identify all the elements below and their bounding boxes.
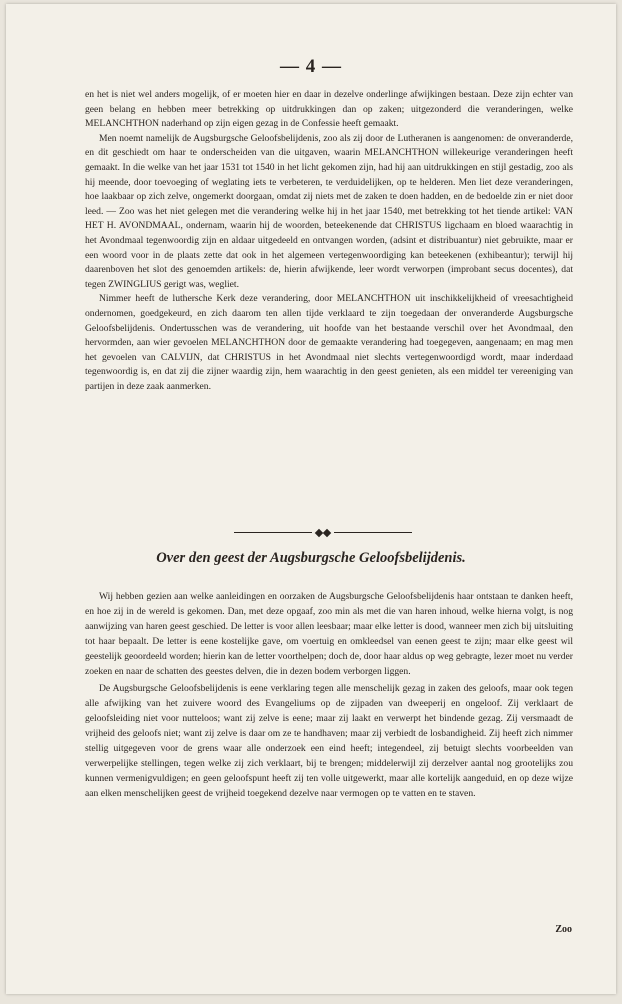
- paragraph-lutheran-church: Nimmer heeft de luthersche Kerk deze verandering, door MELANCHTHON uit inschikkelijkheid of vreesachtigheid ondernomen, goedgekeurd, en zich daarom ten allen tijde verklaard te zijn toegedaan der onveranderde Augsburgsche Geloofsbelijdenis. Ondertusschen was de verandering, uit hoofde van het bestaande verschil over het Avondmaal, den hervormden, aan wier gevoelen MELANCHTHON door de gemaakte verandering had toegegeven, aangenaam; en mag men het gevoelen van CALVIJN, dat CHRISTUS in het Avondmaal niet slechts vertegenwoordigd wordt, maar inderdaad tegenwoordig is, en dat zij die zijner waardig zijn, hem waarachtig in den geest genieten, als een middel ter vereeniging van partijen in deze zaak aanmerken.: [85, 293, 573, 392]
- catchword: Zoo: [555, 924, 572, 935]
- paragraph-spirit-intro: Wij hebben gezien aan welke aanleidingen en oorzaken de Augsburgsche Geloofsbelijdenis haar ontstaan te danken heeft, en hoe zij in de wereld is gekomen. Dan, met deze opgaaf, zoo min als met die van haren inhoud, welke hierna volgt, is nog aanwijzing van haren geest geschied. De letter is voor allen leesbaar; maar elke letter is dood, wanneer men zich bij uitsluiting tot haar bepaalt. De letter is eene kostelijke gave, om voertuig en omkleedsel van eenen geest te zijn; maar elke geest wil geestelijk geoordeeld worden; hierin kan de letter voorthelpen; doch de, door haar aldus op weg gebragte, lezer moet nu verder zoeken en naar de schatten des geestes delven, die in dezen bodem verborgen liggen.: [85, 591, 573, 677]
- book-page: [6, 4, 616, 994]
- page-number: — 4 —: [280, 56, 342, 77]
- body-text: [85, 88, 573, 394]
- paragraph-unaltered-confession: Men noemt namelijk de Augsburgsche Geloofsbelijdenis, zoo als zij door de Lutheranen is aangenomen: de onveranderde, en dit geschiedt om haar te onderscheiden van die uitgaven, waarin MELANCHTHON willekeurige veranderingen heeft gemaakt. In die welke van het jaar 1531 tot 1540 in het licht gekomen zijn, had hij aan uitdrukkingen en stijl gestadig, zoo als hij meende, door toevoeging of weglating iets te verbeteren, te verduidelijken, op te helderen. Men liet deze veranderingen, hoe laakbaar op zich zelve, ongemerkt doorgaan, omdat zij niets met de zaken te doen hadden, en de bedoelde zin er niet door leed. — Zoo was het niet gelegen met die verandering welke hij in het jaar 1540, met betrekking tot het tiende artikel: VAN HET H. AVONDMAAL, ondernam, waarin hij de woorden, beteekenende dat CHRISTUS ligchaam en bloed waarachtig in het Avondmaal tegenwoordig zijn en aldaar uitgedeeld en ontvangen worden, (adsint et distribuantur) niet gebruikte, maar er een woord voor in de plaats zette dat ook in het algemeen vertegenwoordiging kan beteekenen (exhibeantur); terwijl hij daarenboven het slot des genoemden artikels: de, hierin afwijkende, leer wordt verworpen (improbant secus docentes), dat tegen ZWINGLIUS gerigt was, wegliet.: [85, 132, 573, 290]
- paragraph-continuation: en het is niet wel anders mogelijk, of er moeten hier en daar in dezelve onderlinge afwijkingen bestaan. Deze zijn echter van geen belang en hebben meer betrekking op uitdrukkingen dan op zaken; uitgezonderd die veranderingen, welke MELANCHTHON naderhand op zijn eigen gezag in de Confessie heeft gemaakt.: [85, 89, 573, 130]
- section-title: Over den geest der Augsburgsche Geloofsbelijdenis.: [156, 550, 466, 566]
- section-text: [85, 589, 573, 803]
- section-divider: [234, 529, 412, 537]
- paragraph-declaration: De Augsburgsche Geloofsbelijdenis is eene verklaring tegen alle menschelijk gezag in zaken des geloofs, maar ook tegen alle afwijking van het zuivere woord des Evangeliums op de zijpaden van dweeperij en ongeloof. Zij verklaart de geloofsleiding niet voor nutteloos; want zij zelve is eene; maar zij laakt en verwerpt het bindende gezag. Zij versmaadt de vrijheid des geloofs niet; want zij zelve is daar om ze te handhaven; maar zij verbiedt de losbandigheid. Zij heeft zich nimmer stellig uitgegeven voor de grens waar alle onderzoek een eind heeft; integendeel, zij betuigt slechts voorbeelden van verwerpelijke stellingen, tegen welke zij zich verklaart, bij te brengen; middelerwijl zij derzelver aantal nog grootelijks zou kunnen vermenigvuldigen; en geen geloofspunt heeft zij ten volle uitgewerkt, maar alle kortelijk aangeduid, en op deze wijze aan elken menschelijken geest de vrijheid toegekend dezelve naar vermogen op te vatten en te staven.: [85, 683, 573, 799]
